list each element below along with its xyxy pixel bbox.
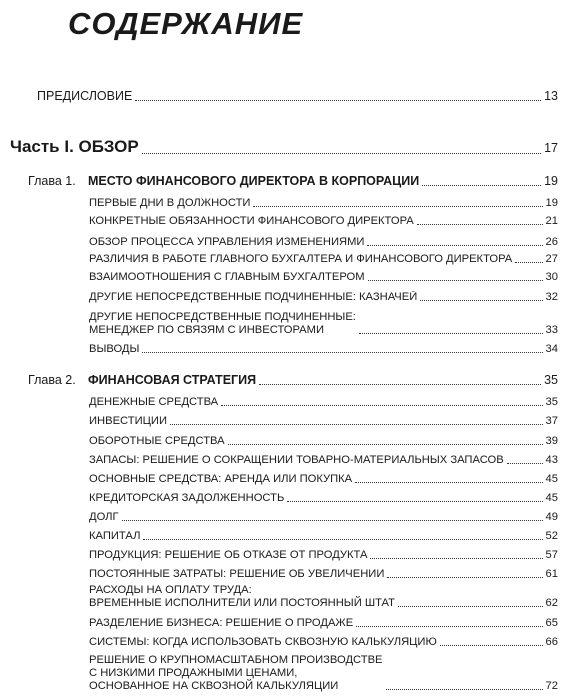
page-number: 57: [545, 549, 558, 561]
dot-leader: [228, 444, 543, 445]
dot-leader: [356, 626, 542, 627]
toc-title: СОДЕРЖАНИЕ: [68, 6, 304, 41]
entry-text: ДРУГИЕ НЕПОСРЕДСТВЕННЫЕ ПОДЧИНЕННЫЕ: КАЗНАЧЕЙ: [89, 291, 418, 303]
page-number: 62: [545, 597, 558, 609]
toc-entry: [89, 343, 558, 356]
toc-entry: [89, 197, 558, 210]
entry-text: ПОСТОЯННЫЕ ЗАТРАТЫ: РЕШЕНИЕ ОБ УВЕЛИЧЕНИИ: [89, 568, 385, 580]
dot-leader: [420, 300, 542, 301]
toc-entry: [89, 530, 558, 543]
toc-entry: [89, 253, 558, 266]
entry-text: РАЗЛИЧИЯ В РАБОТЕ ГЛАВНОГО БУХГАЛТЕРА И ФИНАНСОВОГО ДИРЕКТОРА: [89, 253, 513, 265]
page-number: 37: [545, 415, 558, 427]
dot-leader: [515, 262, 542, 263]
page-number: 39: [545, 435, 558, 447]
toc-entry: [89, 291, 558, 304]
entry-text: КАПИТАЛ: [89, 530, 141, 542]
page-number: 19: [544, 174, 558, 188]
toc-entry: [89, 617, 558, 630]
page-number: 17: [544, 141, 558, 155]
page-number: 34: [545, 343, 558, 355]
toc-entry: [89, 511, 558, 524]
toc-entry: [89, 236, 558, 249]
dot-leader: [170, 424, 543, 425]
entry-text: ДРУГИЕ НЕПОСРЕДСТВЕННЫЕ ПОДЧИНЕННЫЕ: МЕНЕДЖЕР ПО СВЯЗЯМ С ИНВЕСТОРАМИ: [89, 311, 356, 336]
toc-entry: [89, 568, 558, 581]
toc-entry: [89, 473, 558, 486]
toc-entry: [89, 435, 558, 448]
toc-entry: [89, 654, 558, 693]
dot-leader: [367, 245, 542, 246]
entry-text: ПРЕДИСЛОВИЕ: [37, 89, 133, 103]
page-number: 66: [545, 636, 558, 648]
entry-text: ДОЛГ: [89, 511, 119, 523]
chapter-heading-2: [28, 373, 558, 388]
dot-leader: [359, 333, 543, 334]
part-heading: Часть I. ОБЗОР: [10, 137, 139, 156]
chapter-title: ФИНАНСОВАЯ СТРАТЕГИЯ: [88, 373, 257, 387]
dot-leader: [253, 206, 542, 207]
entry-text: КРЕДИТОРСКАЯ ЗАДОЛЖЕННОСТЬ: [89, 492, 285, 504]
toc-entry: [89, 311, 558, 337]
toc-entry: [89, 271, 558, 284]
chapter-label: Глава 2.: [28, 373, 76, 387]
toc-entry: [89, 636, 558, 649]
toc-entry: [89, 415, 558, 428]
toc-entry: [89, 584, 558, 610]
toc-entry-preface: [37, 89, 558, 104]
entry-text: ОБОРОТНЫЕ СРЕДСТВА: [89, 435, 225, 447]
dot-leader: [142, 352, 542, 353]
page-number: 45: [545, 473, 558, 485]
dot-leader: [122, 520, 543, 521]
entry-text: ПЕРВЫЕ ДНИ В ДОЛЖНОСТИ: [89, 197, 251, 209]
toc-entry: [89, 492, 558, 505]
page-number: 13: [544, 89, 558, 103]
entry-text: ДЕНЕЖНЫЕ СРЕДСТВА: [89, 396, 219, 408]
entry-text: РАСХОДЫ НА ОПЛАТУ ТРУДА: ВРЕМЕННЫЕ ИСПОЛНИТЕЛИ ИЛИ ПОСТОЯННЫЙ ШТАТ: [89, 584, 395, 609]
dot-leader: [287, 501, 542, 502]
page-number: 26: [545, 236, 558, 248]
dot-leader: [440, 645, 543, 646]
dot-leader: [143, 539, 542, 540]
dot-leader: [135, 100, 541, 101]
chapter-heading-1: [28, 174, 558, 189]
page-number: 49: [545, 511, 558, 523]
page-number: 65: [545, 617, 558, 629]
page-number: 72: [545, 680, 558, 692]
dot-leader: [422, 185, 541, 186]
entry-text: ВЫВОДЫ: [89, 343, 140, 355]
chapter-title: МЕСТО ФИНАНСОВОГО ДИРЕКТОРА В КОРПОРАЦИИ: [88, 174, 420, 188]
page-number: 52: [545, 530, 558, 542]
entry-text: ОСНОВНЫЕ СРЕДСТВА: АРЕНДА ИЛИ ПОКУПКА: [89, 473, 353, 485]
chapter-label: Глава 1.: [28, 174, 76, 188]
dot-leader: [221, 405, 542, 406]
dot-leader: [398, 606, 543, 607]
entry-text: ВЗАИМООТНОШЕНИЯ С ГЛАВНЫМ БУХГАЛТЕРОМ: [89, 271, 365, 283]
dot-leader: [387, 577, 542, 578]
entry-text: ЗАПАСЫ: РЕШЕНИЕ О СОКРАЩЕНИИ ТОВАРНО-МАТЕРИАЛЬНЫХ ЗАПАСОВ: [89, 454, 504, 466]
dot-leader: [368, 280, 543, 281]
entry-text: РАЗДЕЛЕНИЕ БИЗНЕСА: РЕШЕНИЕ О ПРОДАЖЕ: [89, 617, 354, 629]
dot-leader: [386, 689, 543, 690]
dot-leader: [355, 482, 542, 483]
page-number: 33: [545, 324, 558, 336]
page-number: 35: [544, 373, 558, 387]
page-number: 43: [545, 454, 558, 466]
dot-leader: [259, 384, 541, 385]
toc-entry: [89, 396, 558, 409]
entry-text: ИНВЕСТИЦИИ: [89, 415, 167, 427]
page-number: 30: [545, 271, 558, 283]
toc-entry: [89, 215, 558, 228]
dot-leader: [142, 153, 541, 154]
entry-text: СИСТЕМЫ: КОГДА ИСПОЛЬЗОВАТЬ СКВОЗНУЮ КАЛЬКУЛЯЦИЮ: [89, 636, 437, 648]
entry-text: КОНКРЕТНЫЕ ОБЯЗАННОСТИ ФИНАНСОВОГО ДИРЕКТОРА: [89, 215, 414, 227]
page-number: 27: [545, 253, 558, 265]
dot-leader: [507, 463, 543, 464]
page-number: 19: [545, 197, 558, 209]
toc-entry: [89, 549, 558, 562]
page-number: 61: [545, 568, 558, 580]
dot-leader: [370, 558, 542, 559]
page-number: 21: [545, 215, 558, 227]
page-number: 45: [545, 492, 558, 504]
toc-entry-part1: [10, 137, 558, 157]
page-number: 32: [545, 291, 558, 303]
page-number: 35: [545, 396, 558, 408]
entry-text: РЕШЕНИЕ О КРУПНОМАСШТАБНОМ ПРОИЗВОДСТВЕ С НИЗКИМИ ПРОДАЖНЫМИ ЦЕНАМИ, ОСНОВАННОЕ НА СКВОЗНОЙ КАЛЬКУЛЯЦИИ: [89, 654, 383, 692]
toc-entry: [89, 454, 558, 467]
entry-text: ПРОДУКЦИЯ: РЕШЕНИЕ ОБ ОТКАЗЕ ОТ ПРОДУКТА: [89, 549, 368, 561]
dot-leader: [417, 224, 543, 225]
entry-text: ОБЗОР ПРОЦЕССА УПРАВЛЕНИЯ ИЗМЕНЕНИЯМИ: [89, 236, 365, 248]
